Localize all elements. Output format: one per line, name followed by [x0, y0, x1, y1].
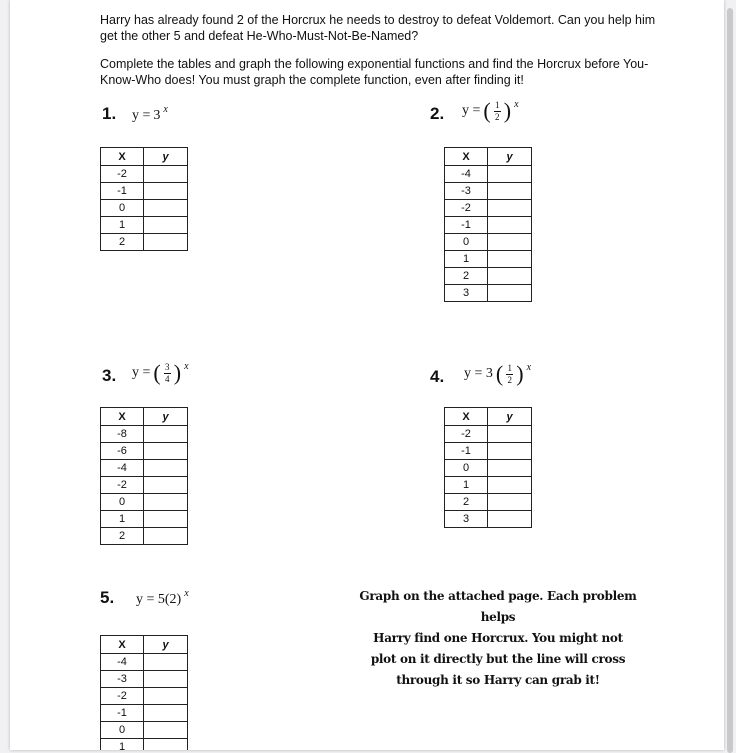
- table-header-row: [101, 148, 188, 166]
- table-row: [101, 443, 188, 460]
- y-value-cell[interactable]: [144, 200, 188, 217]
- y-value-cell[interactable]: [488, 200, 532, 217]
- x-value-cell: 3: [445, 511, 488, 528]
- equation-lhs: y =: [132, 365, 151, 380]
- x-value-cell: 0: [445, 460, 488, 477]
- table-header-row: [101, 408, 188, 426]
- problem-2-table: [444, 147, 532, 302]
- table-row: [101, 671, 188, 688]
- equation-exponent: x: [184, 587, 189, 599]
- problem-5-table: [100, 635, 188, 750]
- x-value-cell: -2: [101, 688, 144, 705]
- x-value-cell: 1: [101, 511, 144, 528]
- fraction: [494, 101, 501, 122]
- fraction: [506, 364, 513, 385]
- table-row: [445, 511, 532, 528]
- y-value-cell[interactable]: [144, 234, 188, 251]
- table-row: [445, 200, 532, 217]
- y-value-cell[interactable]: [144, 511, 188, 528]
- y-value-cell[interactable]: [488, 494, 532, 511]
- x-value-cell: 0: [445, 234, 488, 251]
- x-value-cell: 2: [445, 494, 488, 511]
- table-row: [101, 654, 188, 671]
- problem-4-number: 4.: [430, 367, 445, 386]
- x-value-cell: -2: [101, 166, 144, 183]
- table-row: [445, 183, 532, 200]
- x-value-cell: -2: [101, 477, 144, 494]
- table-row: [101, 511, 188, 528]
- table-row: [101, 477, 188, 494]
- x-value-cell: -2: [445, 426, 488, 443]
- table-row: [101, 166, 188, 183]
- note-line: plot on it directly but the line will cross: [370, 652, 626, 666]
- y-value-cell[interactable]: [144, 671, 188, 688]
- x-value-cell: 0: [101, 494, 144, 511]
- y-value-cell[interactable]: [488, 166, 532, 183]
- y-value-cell[interactable]: [488, 217, 532, 234]
- equation-lhs: y = 5(2): [136, 592, 182, 607]
- table-header-row: [101, 636, 188, 654]
- problem-3-table: [100, 407, 188, 545]
- note-line: Harry find one Horcrux. You might not: [373, 631, 623, 645]
- right-paren: ): [503, 98, 512, 123]
- y-value-cell[interactable]: [144, 460, 188, 477]
- problem-3-number: 3.: [102, 366, 117, 385]
- x-value-cell: -1: [445, 443, 488, 460]
- intro-paragraph-1: Harry has already found 2 of the Horcrux he needs to destroy to defeat Voldemort. Can you help him get the other 5 and defeat He-Who-Must-Not-Be-Named?: [100, 13, 656, 43]
- left-paren: (: [483, 98, 491, 123]
- table-row: [101, 722, 188, 739]
- table-row: [101, 183, 188, 200]
- y-column-header: y: [488, 148, 532, 166]
- y-value-cell[interactable]: [144, 477, 188, 494]
- y-column-header: y: [144, 408, 188, 426]
- x-value-cell: 0: [101, 722, 144, 739]
- x-value-cell: -4: [445, 166, 488, 183]
- x-value-cell: 1: [445, 251, 488, 268]
- equation-lhs: y = 3: [464, 366, 493, 381]
- table-row: [101, 426, 188, 443]
- equation-exponent: x: [526, 361, 532, 373]
- problem-1-table: [100, 147, 188, 251]
- table-row: [101, 705, 188, 722]
- x-column-header: X: [101, 636, 144, 654]
- table-header-row: [445, 408, 532, 426]
- fraction: [164, 363, 171, 384]
- fraction-numerator: 1: [494, 99, 500, 110]
- x-value-cell: 0: [101, 200, 144, 217]
- y-column-header: y: [488, 408, 532, 426]
- y-value-cell[interactable]: [144, 739, 188, 751]
- y-value-cell[interactable]: [488, 285, 532, 302]
- y-value-cell[interactable]: [144, 722, 188, 739]
- problem-4-table: [444, 407, 532, 528]
- right-paren: ): [516, 361, 524, 386]
- x-value-cell: 2: [445, 268, 488, 285]
- equation-lhs: y =: [132, 108, 151, 123]
- table-row: [101, 494, 188, 511]
- x-value-cell: -4: [101, 460, 144, 477]
- problem-3-equation: [132, 362, 189, 384]
- right-paren: ): [173, 360, 182, 385]
- x-value-cell: -1: [101, 705, 144, 722]
- equation-exponent: x: [163, 103, 168, 115]
- x-value-cell: 1: [445, 477, 488, 494]
- left-paren: (: [153, 360, 161, 385]
- y-value-cell[interactable]: [488, 511, 532, 528]
- table-row: [445, 443, 532, 460]
- fraction-denominator: 2: [494, 111, 500, 122]
- equation-exponent: x: [514, 98, 519, 110]
- y-value-cell[interactable]: [488, 234, 532, 251]
- table-row: [101, 200, 188, 217]
- x-column-header: X: [101, 148, 144, 166]
- x-column-header: X: [445, 408, 488, 426]
- table-row: [445, 166, 532, 183]
- equation-lhs: y =: [462, 103, 481, 118]
- x-value-cell: 1: [101, 217, 144, 234]
- left-paren: (: [495, 361, 504, 386]
- table-row: [101, 234, 188, 251]
- worksheet-page: [10, 0, 724, 750]
- y-column-header: y: [144, 148, 188, 166]
- y-value-cell[interactable]: [144, 217, 188, 234]
- y-value-cell[interactable]: [144, 166, 188, 183]
- x-value-cell: -6: [101, 443, 144, 460]
- x-value-cell: -3: [445, 183, 488, 200]
- x-value-cell: -1: [445, 217, 488, 234]
- problem-2-equation: [462, 100, 519, 122]
- y-value-cell[interactable]: [144, 688, 188, 705]
- problem-4-equation: [464, 363, 531, 385]
- x-value-cell: -4: [101, 654, 144, 671]
- table-row: [101, 528, 188, 545]
- y-value-cell[interactable]: [488, 426, 532, 443]
- y-value-cell[interactable]: [144, 528, 188, 545]
- table-header-row: [445, 148, 532, 166]
- table-row: [445, 460, 532, 477]
- y-value-cell[interactable]: [488, 477, 532, 494]
- x-value-cell: -8: [101, 426, 144, 443]
- fraction-denominator: 2: [507, 374, 512, 385]
- x-value-cell: 3: [445, 285, 488, 302]
- table-row: [101, 217, 188, 234]
- y-value-cell[interactable]: [144, 705, 188, 722]
- graph-instructions: [348, 586, 648, 691]
- note-line: Graph on the attached page. Each problem helps: [359, 589, 637, 624]
- x-value-cell: 2: [101, 528, 144, 545]
- equation-base: 3: [153, 108, 161, 123]
- table-row: [445, 217, 532, 234]
- intro-paragraph-2: Complete the tables and graph the following exponential functions and find the Horcrux before You-Know-Who does! You must graph the complete function, even after finding it!: [100, 57, 649, 87]
- table-row: [445, 234, 532, 251]
- y-value-cell[interactable]: [144, 494, 188, 511]
- equation-exponent: x: [184, 360, 189, 372]
- fraction-denominator: 4: [164, 373, 170, 384]
- note-line: through it so Harry can grab it!: [396, 673, 600, 687]
- x-value-cell: -3: [101, 671, 144, 688]
- y-value-cell[interactable]: [488, 443, 532, 460]
- problem-1-equation: [132, 103, 168, 124]
- fraction-numerator: 3: [164, 361, 170, 372]
- y-value-cell[interactable]: [144, 443, 188, 460]
- vertical-scrollbar[interactable]: [727, 8, 733, 753]
- y-value-cell[interactable]: [488, 251, 532, 268]
- problem-5-number: 5.: [100, 588, 115, 607]
- table-row: [101, 460, 188, 477]
- table-row: [445, 268, 532, 285]
- problem-5-equation: [136, 587, 189, 608]
- x-value-cell: -1: [101, 183, 144, 200]
- table-row: [445, 477, 532, 494]
- table-row: [101, 739, 188, 751]
- y-value-cell[interactable]: [488, 183, 532, 200]
- y-value-cell[interactable]: [488, 268, 532, 285]
- table-row: [445, 251, 532, 268]
- table-row: [101, 688, 188, 705]
- table-row: [445, 426, 532, 443]
- fraction-numerator: 1: [507, 362, 512, 373]
- x-value-cell: 2: [101, 234, 144, 251]
- y-value-cell[interactable]: [144, 183, 188, 200]
- x-column-header: X: [101, 408, 144, 426]
- y-value-cell[interactable]: [144, 654, 188, 671]
- table-row: [445, 285, 532, 302]
- y-column-header: y: [144, 636, 188, 654]
- table-row: [445, 494, 532, 511]
- y-value-cell[interactable]: [144, 426, 188, 443]
- problem-1-number: 1.: [102, 104, 117, 123]
- x-column-header: X: [445, 148, 488, 166]
- problem-2-number: 2.: [430, 104, 445, 123]
- x-value-cell: -2: [445, 200, 488, 217]
- x-value-cell: 1: [101, 739, 144, 751]
- y-value-cell[interactable]: [488, 460, 532, 477]
